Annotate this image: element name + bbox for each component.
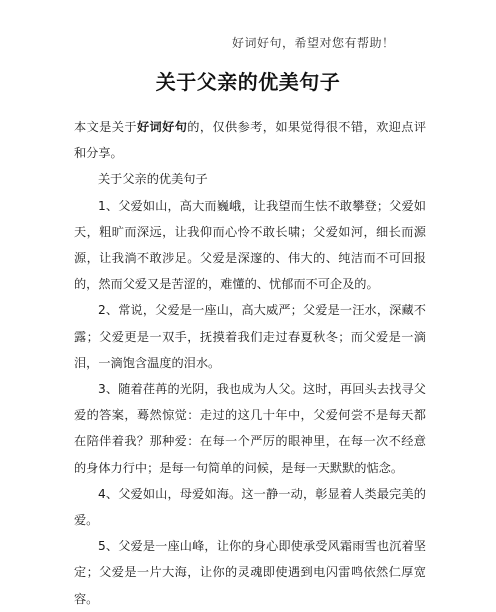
sentence-paragraph-5: 5、父爱是一座山峰，让你的身心即使承受风霜雨雪也沉着坚定；父爱是一片大海，让你的灵魂即使遇到电闪雷鸣依然仁厚宽容。 bbox=[74, 539, 426, 606]
intro-keyword: 好词好句 bbox=[136, 120, 188, 134]
sentence-paragraph-1: 1、父爱如山，高大而巍峨，让我望而生怯不敢攀登；父爱如天，粗旷而深远，让我仰而心怜不敢长啸；父爱如河，细长而源源，让我淌不敢涉足。父爱是深邃的、伟大的、纯洁而不可回报的，然而父爱又是苦涩的，难懂的、忧郁而不可企及的。 bbox=[74, 198, 426, 292]
intro-prefix: 本文是关于 bbox=[74, 120, 137, 134]
document-body bbox=[74, 114, 426, 612]
sentence-paragraph-3: 3、随着荏苒的光阴，我也成为人父。这时，再回头去找寻父爱的答案，蓦然惊觉：走过的这几十年中，父爱何尝不是每天都在陪伴着我？那种爱：在每一个严厉的眼神里，在每一次不经意的身体力行中；是每一句简单的问候，是每一天默默的惦念。 bbox=[74, 382, 426, 475]
intro-suffix: 的，仅供参考，如果觉得很不错，欢迎点评和分享。 bbox=[74, 120, 427, 161]
sentence-paragraph-2: 2、常说，父爱是一座山，高大威严；父爱是一汪水，深藏不露；父爱更是一双手，抚摸着我们走过春夏秋冬；而父爱是一滴泪，一滴饱含温度的泪水。 bbox=[74, 303, 426, 370]
sentence-paragraph-4: 4、父爱如山，母爱如海。这一静一动，彰显着人类最完美的爱。 bbox=[74, 486, 426, 528]
intro-paragraph bbox=[74, 114, 426, 166]
section-heading: 关于父亲的优美句子 bbox=[98, 172, 208, 187]
page-title: 关于父亲的优美句子 bbox=[155, 70, 341, 94]
header-note: 好词好句，希望对您有帮助！ bbox=[232, 36, 395, 50]
